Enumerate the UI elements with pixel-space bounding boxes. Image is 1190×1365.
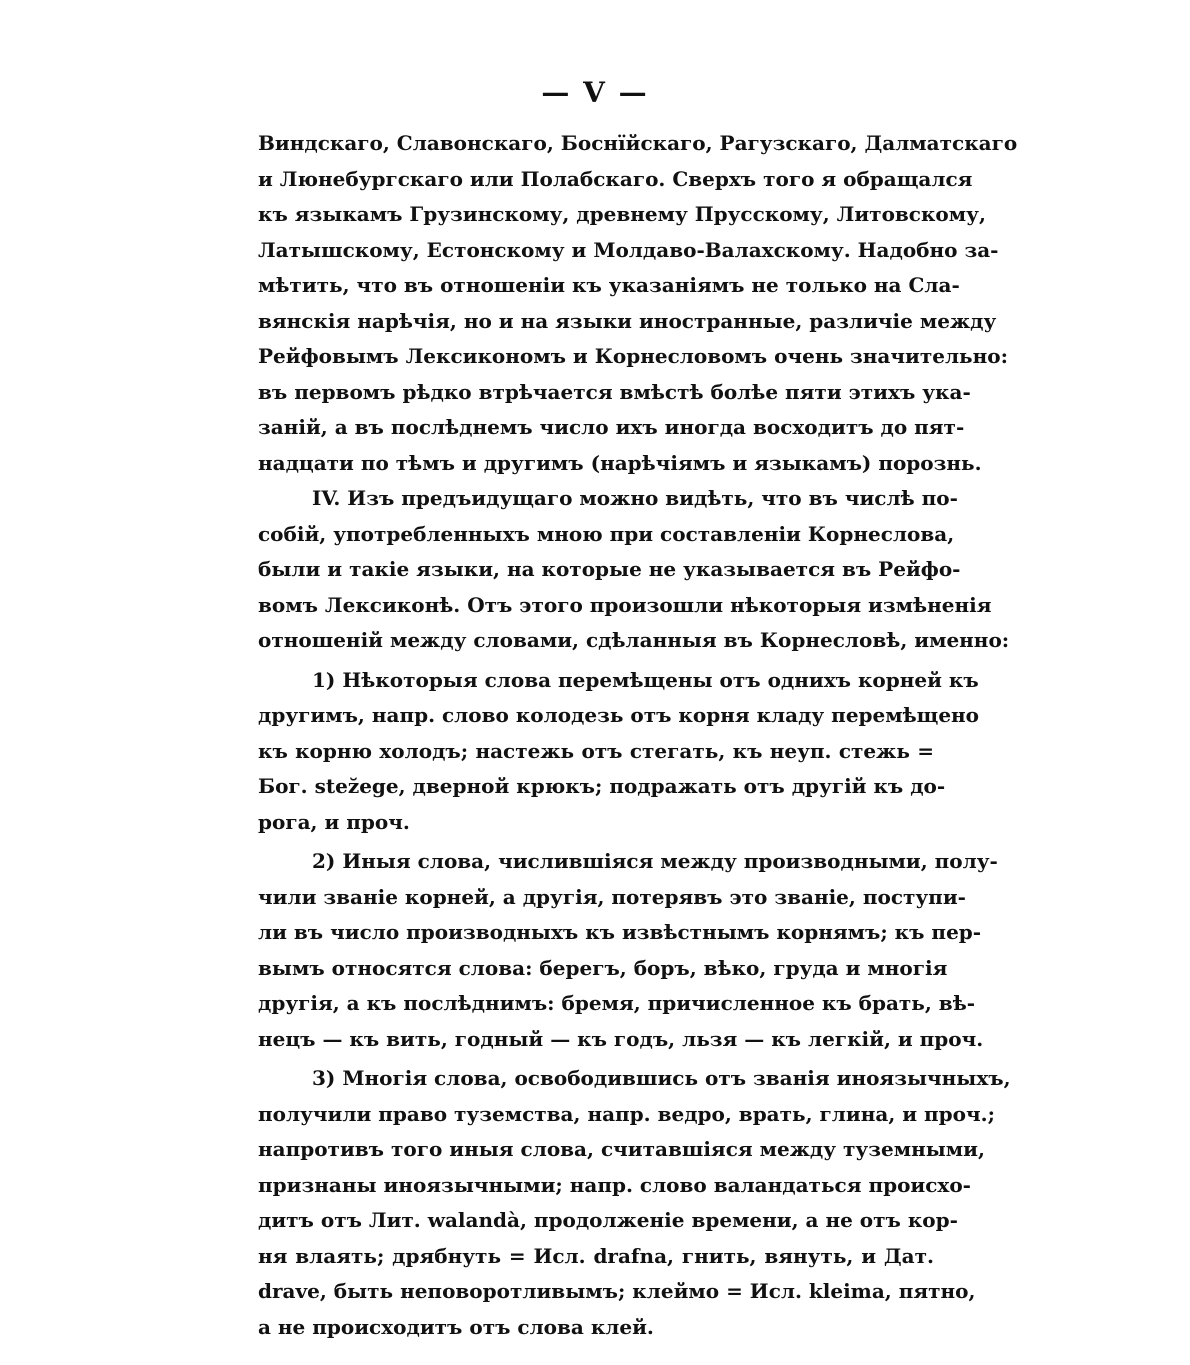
section-heading-line: IV. Изъ предъидущаго можно видѣть, что въ числѣ по- xyxy=(312,486,958,510)
text-line: были и такіе языки, на которые не указывается въ Рейфо- xyxy=(258,557,961,581)
text-line: чили званіе корней, а другія, потерявъ это званіе, поступи- xyxy=(258,884,966,909)
text-line: къ корню холодъ; настежь отъ стегать, къ неуп. стежь = xyxy=(258,738,934,763)
text-line: признаны иноязычными; напр. слово валандаться происхо- xyxy=(258,1172,971,1197)
text-line: надцати по тѣмъ и другимъ (нарѣчіямъ и языкамъ) порознь. xyxy=(258,450,982,475)
text-line: въ первомъ рѣдко втрѣчается вмѣстѣ болѣе пяти этихъ ука- xyxy=(258,379,971,404)
text-line: Виндскаго, Славонскаго, Боснїйскаго, Рагузскаго, Далматскаго xyxy=(258,131,1018,155)
list-item-2-line: 2) Иныя слова, числившіяся между производными, полу- xyxy=(312,849,998,873)
text-line: мѣтить, что въ отношеніи къ указаніямъ не только на Сла- xyxy=(258,273,960,297)
page-number: — V — xyxy=(541,76,649,109)
text-line: drave, быть неповоротливымъ; клеймо = Исл. kleima, пятно, xyxy=(258,1279,976,1303)
text-line: ли въ число производныхъ къ извѣстнымъ корнямъ; къ пер- xyxy=(258,920,982,944)
text-line: отношеній между словами, сдѣланныя въ Корнесловѣ, именно: xyxy=(258,628,1010,652)
text-line: Рейфовымъ Лексикономъ и Корнесловомъ очень значительно: xyxy=(258,344,1008,368)
text-line: заній, а въ послѣднемъ число ихъ иногда восходитъ до пят- xyxy=(258,415,965,439)
text-line: вымъ относятся слова: берегъ, боръ, вѣко, груда и многія xyxy=(258,955,948,980)
text-line: Латышскому, Естонскому и Молдаво-Валахскому. Надобно за- xyxy=(258,237,999,262)
text-line: а не происходитъ отъ слова клей. xyxy=(258,1314,654,1339)
text-line: дитъ отъ Лит. walandà, продолженіе времени, а не отъ кор- xyxy=(258,1208,958,1232)
text-line: получили право туземства, напр. ведро, врать, глина, и проч.; xyxy=(258,1101,995,1126)
text-line: другимъ, напр. слово колодезь отъ корня кладу перемѣщено xyxy=(258,703,980,727)
text-line: нецъ — къ вить, годный — къ годъ, льзя — къ легкій, и проч. xyxy=(258,1026,984,1051)
text-line: вянскія нарѣчія, но и на языки иностранные, различіе между xyxy=(258,308,997,333)
text-line: и Люнебургскаго или Полабскаго. Сверхъ того я обращался xyxy=(258,166,973,191)
body-text xyxy=(258,126,1018,1345)
text-line: рога, и проч. xyxy=(258,809,410,834)
list-item-3-line: 3) Многія слова, освободившись отъ званія иноязычныхъ, xyxy=(312,1066,1011,1090)
text-line: ня влаять; дрябнуть = Исл. drafna, гнить, вянуть, и Дат. xyxy=(258,1243,934,1268)
text-line: собій, употребленныхъ мною при составленіи Корнеслова, xyxy=(258,521,955,546)
text-line: другія, а къ послѣднимъ: бремя, причисленное къ брать, вѣ- xyxy=(258,991,976,1015)
text-line: къ языкамъ Грузинскому, древнему Прусскому, Литовскому, xyxy=(258,202,986,226)
list-item-1-line: 1) Нѣкоторыя слова перемѣщены отъ однихъ корней къ xyxy=(312,667,979,692)
text-line: Бог. stez̆ege, дверной крюкъ; подражать отъ другій къ до- xyxy=(258,774,946,798)
text-line: вомъ Лексиконѣ. Отъ этого произошли нѣкоторыя измѣненія xyxy=(258,592,992,617)
text-line: напротивъ того иныя слова, считавшіяся между туземными, xyxy=(258,1137,985,1161)
